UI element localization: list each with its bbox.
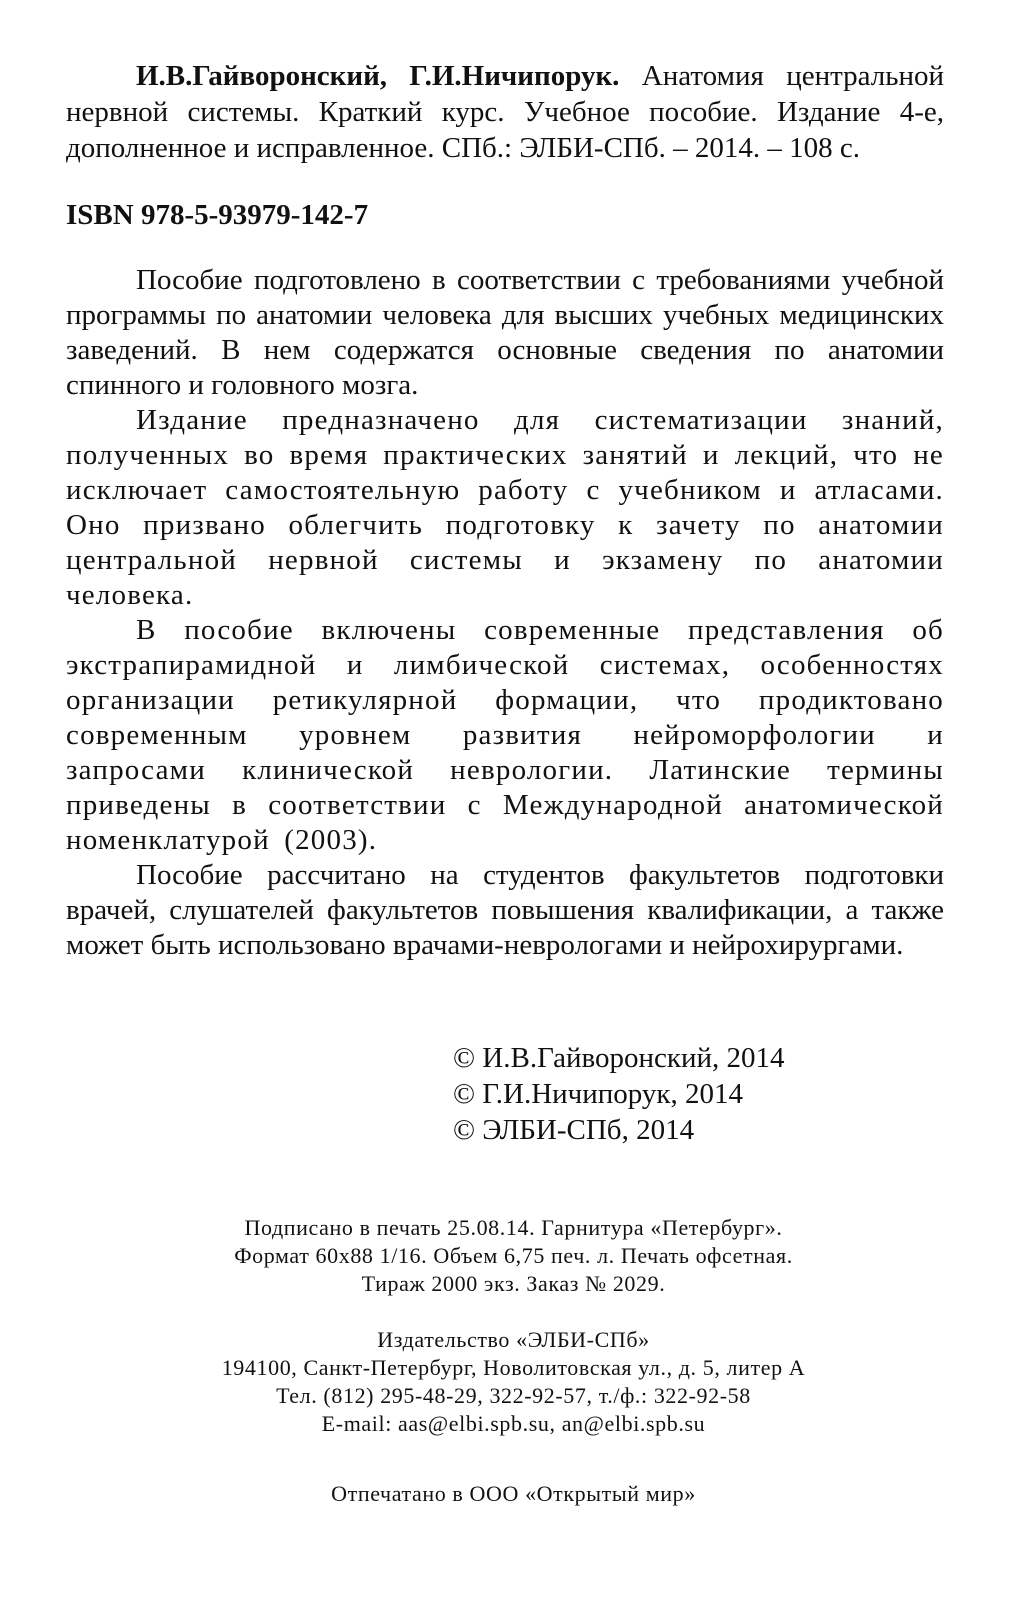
publisher-email: E-mail: aas@elbi.spb.su, an@elbi.spb.su [321,1411,706,1436]
publisher-address: 194100, Санкт-Петербург, Новолитовская ул., д. 5, литер А [221,1355,806,1380]
copyright-block [453,1040,785,1148]
copyright-line: © И.В.Гайворонский, 2014 [453,1042,785,1074]
print-info-line: Формат 60x88 1/16. Объем 6,75 печ. л. Печать офсетная. [234,1243,793,1268]
print-info-line: Подписано в печать 25.08.14. Гарнитура «Петербург». [244,1215,783,1240]
printed-by: Отпечатано в ООО «Открытый мир» [331,1481,696,1506]
copyright-line: © ЭЛБИ-СПб, 2014 [453,1114,695,1146]
print-info-line: Тираж 2000 экз. Заказ № 2029. [361,1271,666,1296]
abstract-paragraph: Издание предназначено для систематизации знаний, полученных во время практических занятий и лекций, что не исключает самостоятельную работу с учебником и атласами. Оно призвано облегчить подготовку к зачету по анатомии центральной нервной системы и экзамену по анатомии человека. [66,404,944,611]
authors: И.В.Гайворонский, Г.И.Ничипорук. [136,60,620,92]
copyright-line: © Г.И.Ничипорук, 2014 [453,1078,744,1110]
publisher-name: Издательство «ЭЛБИ-СПб» [377,1327,650,1352]
bibliographic-description: Анатомия центральной нервной системы. Краткий курс. Учебное пособие. Издание 4-е, дополненное и исправленное. СПб.: ЭЛБИ-СПб. – 2014. – 108 с. [66,60,944,164]
abstract-paragraph: Пособие рассчитано на студентов факультетов подготовки врачей, слушателей факультетов повышения квалификации, а также может быть использовано врачами-неврологами и нейрохирургами. [66,859,944,961]
abstract-paragraph: Пособие подготовлено в соответствии с требованиями учебной программы по анатомии человека для высших учебных медицинских заведений. В нем содержатся основные сведения по анатомии спинного и головного мозга. [66,264,944,401]
abstract [66,263,944,963]
publisher-phone: Тел. (812) 295-48-29, 322-92-57, т./ф.: 322-92-58 [276,1383,751,1408]
isbn: ISBN 978-5-93979-142-7 [66,199,369,231]
page [66,40,944,963]
publisher-info [0,1326,1027,1438]
print-info [0,1214,1027,1298]
bibliographic-record [66,58,944,166]
abstract-paragraph: В пособие включены современные представления об экстрапирамидной и лимбической системах, особенностях организации ретикулярной формации, что продиктовано современным уровнем развития нейроморфологии и запросами клинической неврологии. Латинские термины приведены в соответствии с Международной анатомической номенклатурой (2003). [66,614,944,856]
